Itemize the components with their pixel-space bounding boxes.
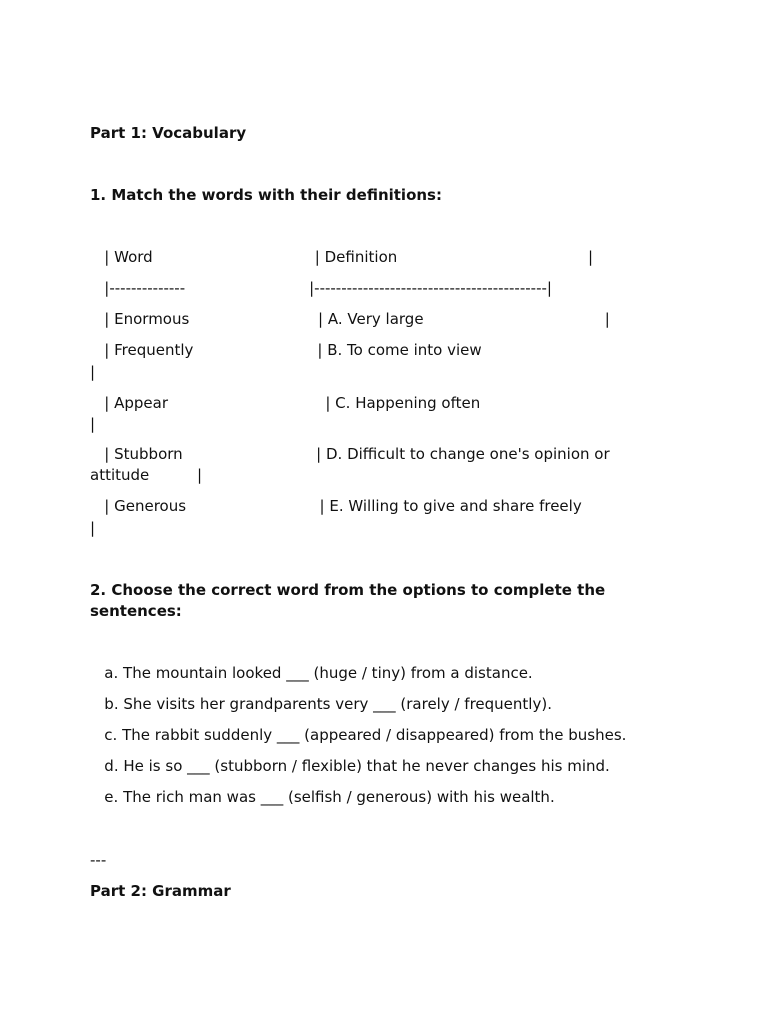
table-header: | Word | Definition |: [90, 248, 594, 266]
table-row: | Stubborn | D. Difficult to change one's opinion or: [90, 445, 610, 463]
list-item: e. The rich man was ___ (selfish / generous) with his wealth.: [90, 788, 555, 806]
question1-heading: 1. Match the words with their definitions:: [90, 186, 442, 204]
table-row-continuation: |: [90, 519, 96, 537]
list-item: c. The rabbit suddenly ___ (appeared / disappeared) from the bushes.: [90, 726, 627, 744]
section-divider: ---: [90, 851, 107, 869]
table-row: | Appear | C. Happening often: [90, 394, 481, 412]
table-row-continuation: attitude |: [90, 466, 202, 484]
list-item: d. He is so ___ (stubborn / flexible) that he never changes his mind.: [90, 757, 610, 775]
part1-heading: Part 1: Vocabulary: [90, 124, 247, 142]
list-item: a. The mountain looked ___ (huge / tiny) from a distance.: [90, 664, 533, 682]
table-row: | Frequently | B. To come into view: [90, 341, 482, 359]
list-item: b. She visits her grandparents very ___ (rarely / frequently).: [90, 695, 552, 713]
table-separator: |-------------- |-------------------------------------------|: [90, 279, 552, 297]
table-row-continuation: |: [90, 363, 96, 381]
table-row: | Enormous | A. Very large |: [90, 310, 610, 328]
part2-heading: Part 2: Grammar: [90, 882, 231, 900]
table-row: | Generous | E. Willing to give and share freely: [90, 497, 582, 515]
question2-heading: 2. Choose the correct word from the options to complete the sentences:: [90, 581, 611, 620]
table-row-continuation: |: [90, 415, 96, 433]
